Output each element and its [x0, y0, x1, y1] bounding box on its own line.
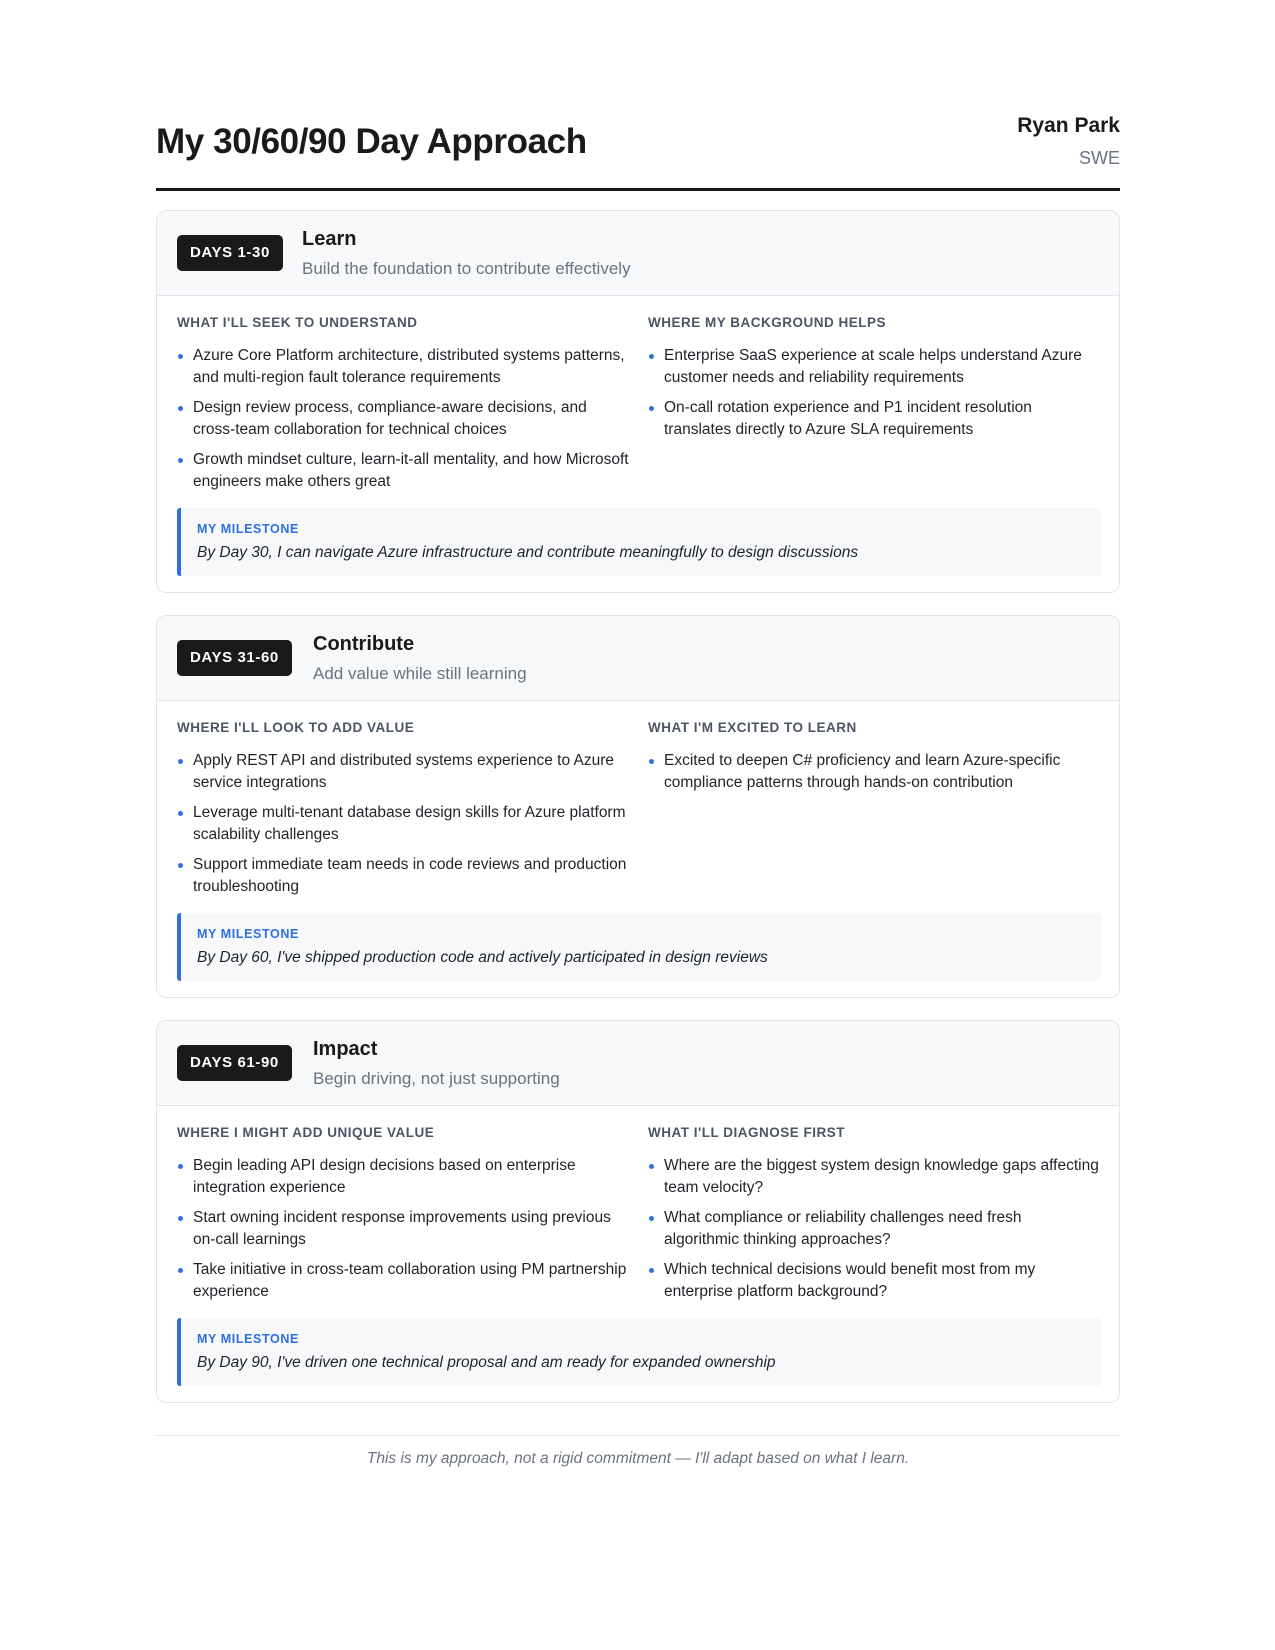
list-item: Start owning incident response improvements using previous on-call learnings — [177, 1207, 629, 1251]
list-item: Leverage multi-tenant database design skills for Azure platform scalability challenges — [177, 802, 629, 846]
list-item: Excited to deepen C# proficiency and learn Azure-specific compliance patterns through hands-on contribution — [648, 750, 1100, 794]
column-heading: WHERE I'LL LOOK TO ADD VALUE — [177, 720, 415, 735]
author-name: Ryan Park — [1017, 114, 1120, 137]
column-heading: WHAT I'LL SEEK TO UNDERSTAND — [177, 315, 418, 330]
milestone-label: MY MILESTONE — [197, 522, 299, 536]
milestone-text: By Day 90, I've driven one technical proposal and am ready for expanded ownership — [197, 1354, 776, 1371]
left-column — [177, 720, 629, 906]
phase-header — [157, 211, 1119, 296]
footer-divider — [156, 1435, 1120, 1436]
column-heading: WHAT I'LL DIAGNOSE FIRST — [648, 1125, 845, 1140]
column-heading: WHERE I MIGHT ADD UNIQUE VALUE — [177, 1125, 435, 1140]
phase-title: Learn — [302, 228, 357, 250]
phase-card-3 — [156, 1020, 1120, 1403]
list-item: Support immediate team needs in code reviews and production troubleshooting — [177, 854, 629, 898]
list-item: Begin leading API design decisions based on enterprise integration experience — [177, 1155, 629, 1199]
phase-card-1 — [156, 210, 1120, 593]
document-header — [156, 0, 1120, 191]
phase-title: Contribute — [313, 633, 415, 655]
author-role: SWE — [1078, 148, 1120, 168]
right-column — [648, 315, 1100, 449]
bullet-list — [177, 1155, 629, 1303]
milestone-label: MY MILESTONE — [197, 927, 299, 941]
milestone-callout — [177, 1318, 1101, 1386]
bullet-list — [648, 345, 1100, 441]
list-item: What compliance or reliability challenges need fresh algorithmic thinking approaches? — [648, 1207, 1100, 1251]
milestone-text: By Day 60, I've shipped production code and actively participated in design reviews — [197, 949, 768, 966]
milestone-text: By Day 30, I can navigate Azure infrastructure and contribute meaningfully to design discussions — [197, 544, 859, 561]
list-item: Azure Core Platform architecture, distributed systems patterns, and multi-region fault tolerance requirements — [177, 345, 629, 389]
phase-card-2 — [156, 615, 1120, 998]
column-heading: WHERE MY BACKGROUND HELPS — [648, 315, 887, 330]
phase-subtitle: Add value while still learning — [313, 664, 527, 683]
days-badge: DAYS 31-60 — [177, 640, 292, 676]
bullet-list — [177, 345, 629, 493]
left-column — [177, 1125, 629, 1311]
days-badge: DAYS 61-90 — [177, 1045, 292, 1081]
footer-note: This is my approach, not a rigid commitment — I'll adapt based on what I learn. — [366, 1450, 910, 1467]
list-item: Growth mindset culture, learn-it-all mentality, and how Microsoft engineers make others great — [177, 449, 629, 493]
bullet-list — [648, 750, 1100, 794]
milestone-callout — [177, 508, 1101, 576]
bullet-list — [177, 750, 629, 898]
phase-title: Impact — [313, 1038, 378, 1060]
left-column — [177, 315, 629, 501]
list-item: Which technical decisions would benefit most from my enterprise platform background? — [648, 1259, 1100, 1303]
page-title: My 30/60/90 Day Approach — [156, 122, 587, 161]
days-badge: DAYS 1-30 — [177, 235, 283, 271]
phase-header — [157, 1021, 1119, 1106]
list-item: On-call rotation experience and P1 incident resolution translates directly to Azure SLA requirements — [648, 397, 1100, 441]
author-block — [1017, 114, 1120, 169]
list-item: Design review process, compliance-aware decisions, and cross-team collaboration for technical choices — [177, 397, 629, 441]
list-item: Enterprise SaaS experience at scale helps understand Azure customer needs and reliability requirements — [648, 345, 1100, 389]
right-column — [648, 1125, 1100, 1311]
phase-subtitle: Build the foundation to contribute effectively — [302, 259, 631, 278]
phase-header — [157, 616, 1119, 701]
phase-subtitle: Begin driving, not just supporting — [313, 1069, 560, 1088]
list-item: Where are the biggest system design knowledge gaps affecting team velocity? — [648, 1155, 1100, 1199]
list-item: Take initiative in cross-team collaboration using PM partnership experience — [177, 1259, 629, 1303]
list-item: Apply REST API and distributed systems experience to Azure service integrations — [177, 750, 629, 794]
bullet-list — [648, 1155, 1100, 1303]
document-page — [156, 0, 1120, 1467]
milestone-label: MY MILESTONE — [197, 1332, 299, 1346]
right-column — [648, 720, 1100, 802]
column-heading: WHAT I'M EXCITED TO LEARN — [648, 720, 857, 735]
milestone-callout — [177, 913, 1101, 981]
